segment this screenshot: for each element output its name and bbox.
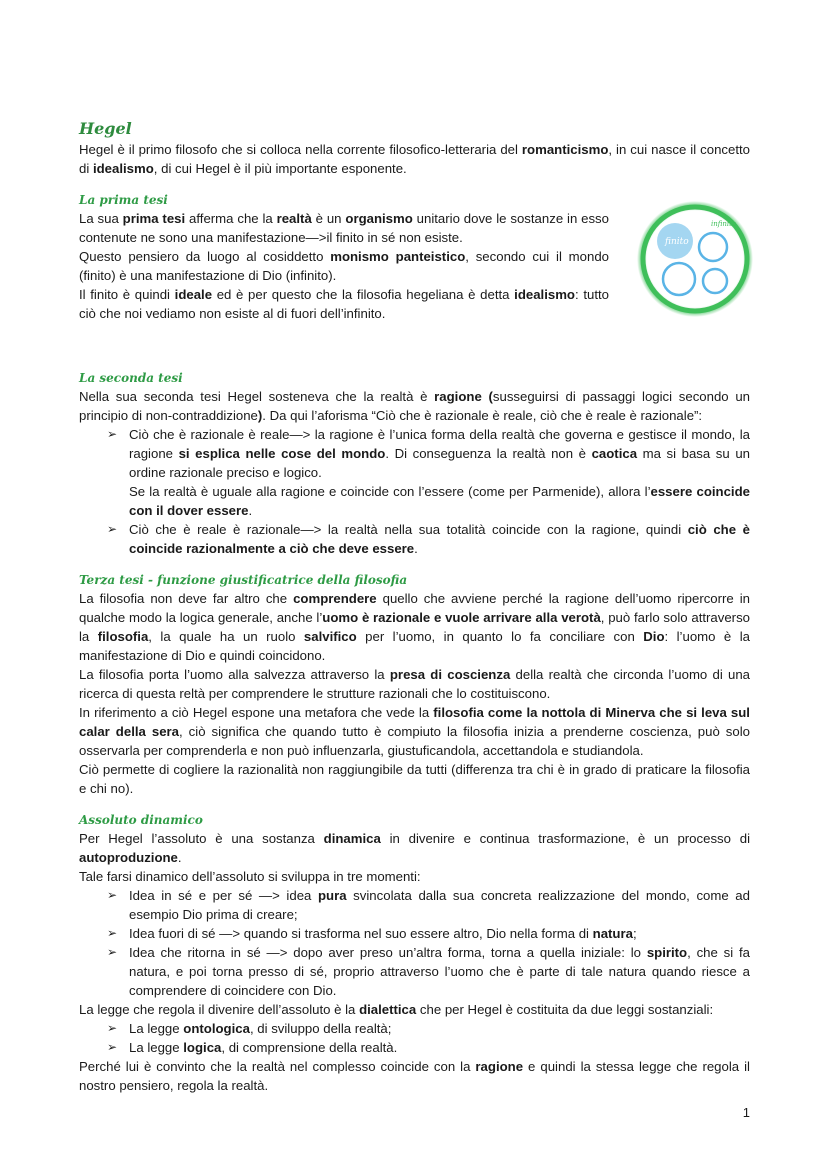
arrow-bullet-icon: ➢ (107, 427, 118, 441)
paragraph: Il finito è quindi ideale ed è per questo che la filosofia hegeliana è detta idealismo: tutto ciò che noi vediamo non esiste al di fuori dell’infinito. (79, 287, 609, 321)
section-dynamic-absolute (79, 811, 750, 1095)
paragraph: Se la realtà è uguale alla ragione e coincide con l’essere (come per Parmenide), allora l’essere coincide con il dover essere. (129, 484, 750, 518)
section-heading-second-thesis: La seconda tesi (79, 371, 183, 385)
paragraph: La legge ontologica, di sviluppo della realtà; (129, 1021, 392, 1036)
paragraph: La filosofia non deve far altro che comprendere quello che avviene perché la ragione dell’uomo ripercorre in qualche modo la logica generale, anche l’uomo è razionale e vuole arrivare alla verotà, può farlo solo attraverso la filosofia, la quale ha un ruolo salvifico per l’uomo, in quanto lo fa conciliare con Dio: l’uomo è la manifestazione di Dio e quindi coincidono. (79, 591, 751, 663)
paragraph: La sua prima tesi afferma che la realtà è un organismo unitario dove le sostanze in esso contenute ne sono una manifestazione—>il finito in sé non esiste. (79, 211, 609, 245)
paragraph: Ciò che è reale è razionale—> la realtà nella sua totalità coincide con la ragione, quindi ciò che è coincide razionalmente a ciò che deve essere. (129, 522, 750, 556)
list-item (79, 886, 750, 924)
page-number: 1 (742, 1105, 750, 1120)
list-item (79, 943, 750, 1000)
infinite-glow (637, 201, 753, 317)
section-heading-third-thesis: Terza tesi - funzione giustificatrice della filosofia (79, 573, 408, 587)
list-item (79, 425, 750, 520)
intro-paragraph: Hegel è il primo filosofo che si colloca nella corrente filosofico-letteraria del romanticismo, in cui nasce il concetto di idealismo, di cui Hegel è il più importante esponente. (79, 142, 750, 176)
first-thesis-text (79, 209, 609, 323)
list-item (79, 520, 750, 558)
arrow-bullet-icon: ➢ (107, 522, 118, 536)
arrow-bullet-icon: ➢ (107, 1040, 118, 1054)
paragraph: Per Hegel l’assoluto è una sostanza dinamica in divenire e continua trasformazione, è un processo di autoproduzione. (79, 831, 750, 865)
arrow-bullet-icon: ➢ (107, 1021, 118, 1035)
section-second-thesis (79, 369, 750, 558)
finite-infinite-diagram (635, 199, 755, 319)
arrow-bullet-icon: ➢ (107, 945, 118, 959)
document-title: Hegel (79, 119, 132, 138)
paragraph: Ciò che è razionale è reale—> la ragione è l’unica forma della realtà che governa e gestisce il mondo, la ragione si esplica nelle cose del mondo. Di conseguenza la realtà non è caotica ma si basa su un ordine razionale preciso e logico. (129, 427, 750, 480)
list-item (79, 1038, 750, 1057)
infinite-label: infinito (711, 220, 737, 228)
arrow-bullet-icon: ➢ (107, 888, 118, 902)
finite-label: finito (665, 237, 689, 247)
paragraph: La legge che regola il divenire dell’assoluto è la dialettica che per Hegel è costituita da due leggi sostanziali: (79, 1002, 714, 1017)
three-moments-list (79, 886, 750, 1000)
section-heading-dynamic-absolute: Assoluto dinamico (79, 813, 203, 827)
section-heading-first-thesis: La prima tesi (79, 193, 168, 207)
paragraph: Tale farsi dinamico dell’assoluto si sviluppa in tre momenti: (79, 869, 421, 884)
list-item (79, 1019, 750, 1038)
document-page (79, 118, 750, 1095)
paragraph: Ciò permette di cogliere la razionalità non raggiungibile da tutti (differenza tra chi è in grado di praticare la filosofia e chi no). (79, 762, 750, 796)
second-thesis-list (79, 425, 750, 558)
paragraph: Idea fuori di sé —> quando si trasforma nel suo essere altro, Dio nella forma di natura; (129, 926, 637, 941)
paragraph: La legge logica, di comprensione della realtà. (129, 1040, 398, 1055)
paragraph: Perché lui è convinto che la realtà nel complesso coincide con la ragione e quindi la stessa legge che regola il nostro pensiero, regola la realtà. (79, 1059, 750, 1093)
paragraph: Idea in sé e per sé —> idea pura svincolata dalla sua concreta realizzazione del mondo, come ad esempio Dio prima di creare; (129, 888, 750, 922)
arrow-bullet-icon: ➢ (107, 926, 118, 940)
paragraph: In riferimento a ciò Hegel espone una metafora che vede la filosofia come la nottola di Minerva che si leva sul calar della sera, ciò significa che quando tutto è compiuto la filosofia inizia a prenderne coscienza, può solo osservarla per comprenderla e non può influenzarla, giustuficandola, accettandola e studiandola. (79, 705, 750, 758)
paragraph: La filosofia porta l’uomo alla salvezza attraverso la presa di coscienza della realtà che circonda l’uomo di una ricerca di questa reltà per comprendere le strutture razionali che lo costituiscono. (79, 667, 750, 701)
list-item (79, 924, 750, 943)
paragraph: Questo pensiero da luogo al cosiddetto monismo panteistico, secondo cui il mondo (finito) è una manifestazione di Dio (infinito). (79, 249, 610, 283)
section-third-thesis (79, 571, 750, 798)
paragraph: Nella sua seconda tesi Hegel sosteneva che la realtà è ragione (susseguirsi di passaggi logici secondo un principio di non-contraddizione). Da qui l’aforisma “Ciò che è razionale è reale, ciò che è reale è razionale”: (79, 389, 751, 423)
dialectic-laws-list (79, 1019, 750, 1057)
paragraph: Idea che ritorna in sé —> dopo aver preso un’altra forma, torna a quella iniziale: lo spirito, che si fa natura, e poi torna presso di sé, proprio attraverso l’uomo che è parte di tale natura quando riesce a comprendere di coincidere con Dio. (129, 945, 750, 998)
section-first-thesis (79, 191, 750, 323)
